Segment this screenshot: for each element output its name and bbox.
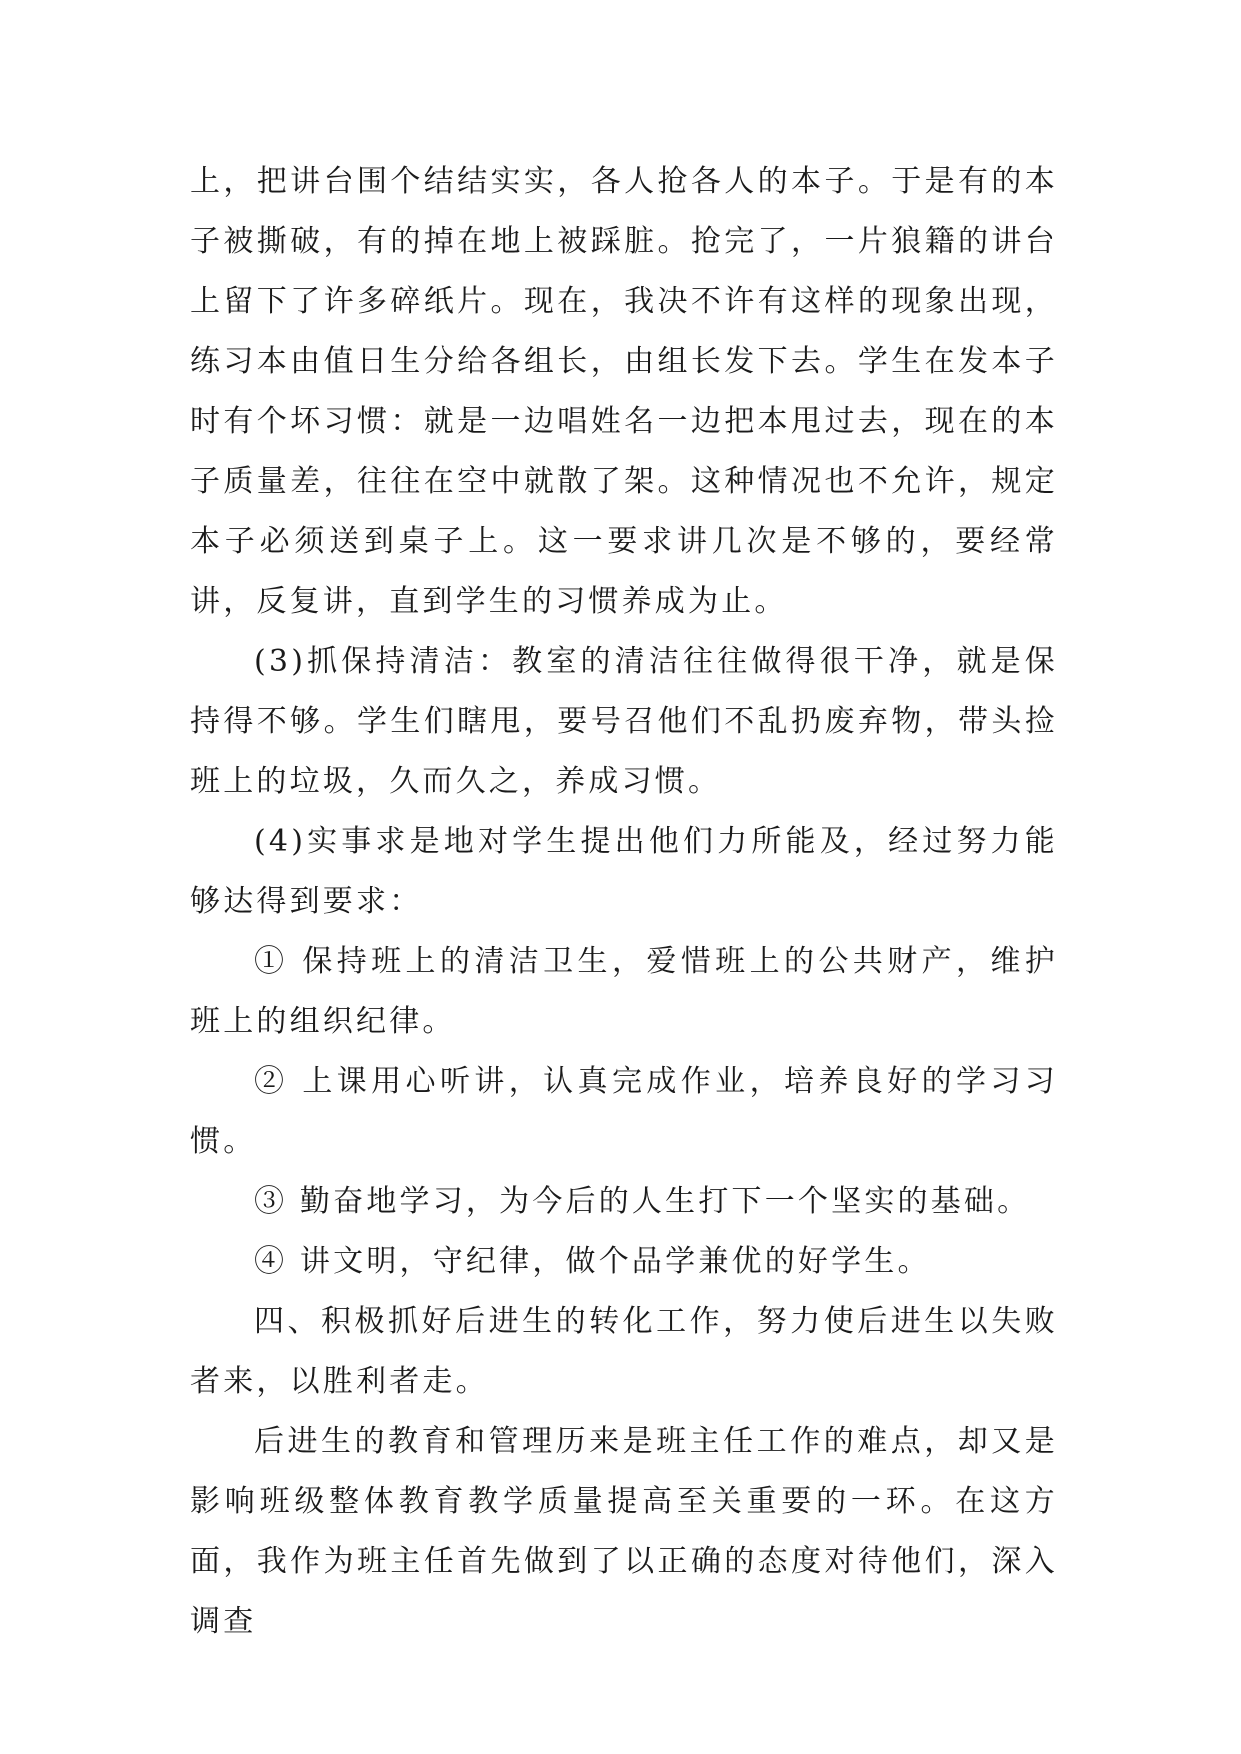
list-item-4: ④ 讲文明，守纪律，做个品学兼优的好学生。 [254,1244,931,1279]
document-page [190,152,1058,1652]
paragraph-continuation: 上，把讲台围个结结实实，各人抢各人的本子。于是有的本子被撕破，有的掉在地上被踩脏。抢完了，一片狼籍的讲台上留下了许多碎纸片。现在，我决不许有这样的现象出现，练习本由值日生分给各组长，由组长发下去。学生在发本子时有个坏习惯：就是一边唱姓名一边把本甩过去，现在的本子质量差，往往在空中就散了架。这种情况也不允许，规定本子必须送到桌子上。这一要求讲几次是不够的，要经常讲，反复讲，直到学生的习惯养成为止。 [190,164,1058,619]
section-heading-four: 四、积极抓好后进生的转化工作，努力使后进生以失败者来，以胜利者走。 [190,1304,1058,1399]
paragraph-requirements-intro: (4)实事求是地对学生提出他们力所能及，经过努力能够达得到要求： [190,824,1058,919]
paragraph-keep-clean: (3)抓保持清洁：教室的清洁往往做得很干净，就是保持得不够。学生们瞎甩，要号召他们不乱扔废弃物，带头捡班上的垃圾，久而久之，养成习惯。 [190,644,1058,799]
paragraph-underachievers: 后进生的教育和管理历来是班主任工作的难点，却又是影响班级整体教育教学质量提高至关重要的一环。在这方面，我作为班主任首先做到了以正确的态度对待他们，深入调查 [190,1424,1058,1639]
list-item-1: ① 保持班上的清洁卫生，爱惜班上的公共财产，维护班上的组织纪律。 [190,944,1058,1039]
list-item-2: ② 上课用心听讲，认真完成作业，培养良好的学习习惯。 [190,1064,1058,1159]
list-item-3: ③ 勤奋地学习，为今后的人生打下一个坚实的基础。 [254,1184,1031,1219]
